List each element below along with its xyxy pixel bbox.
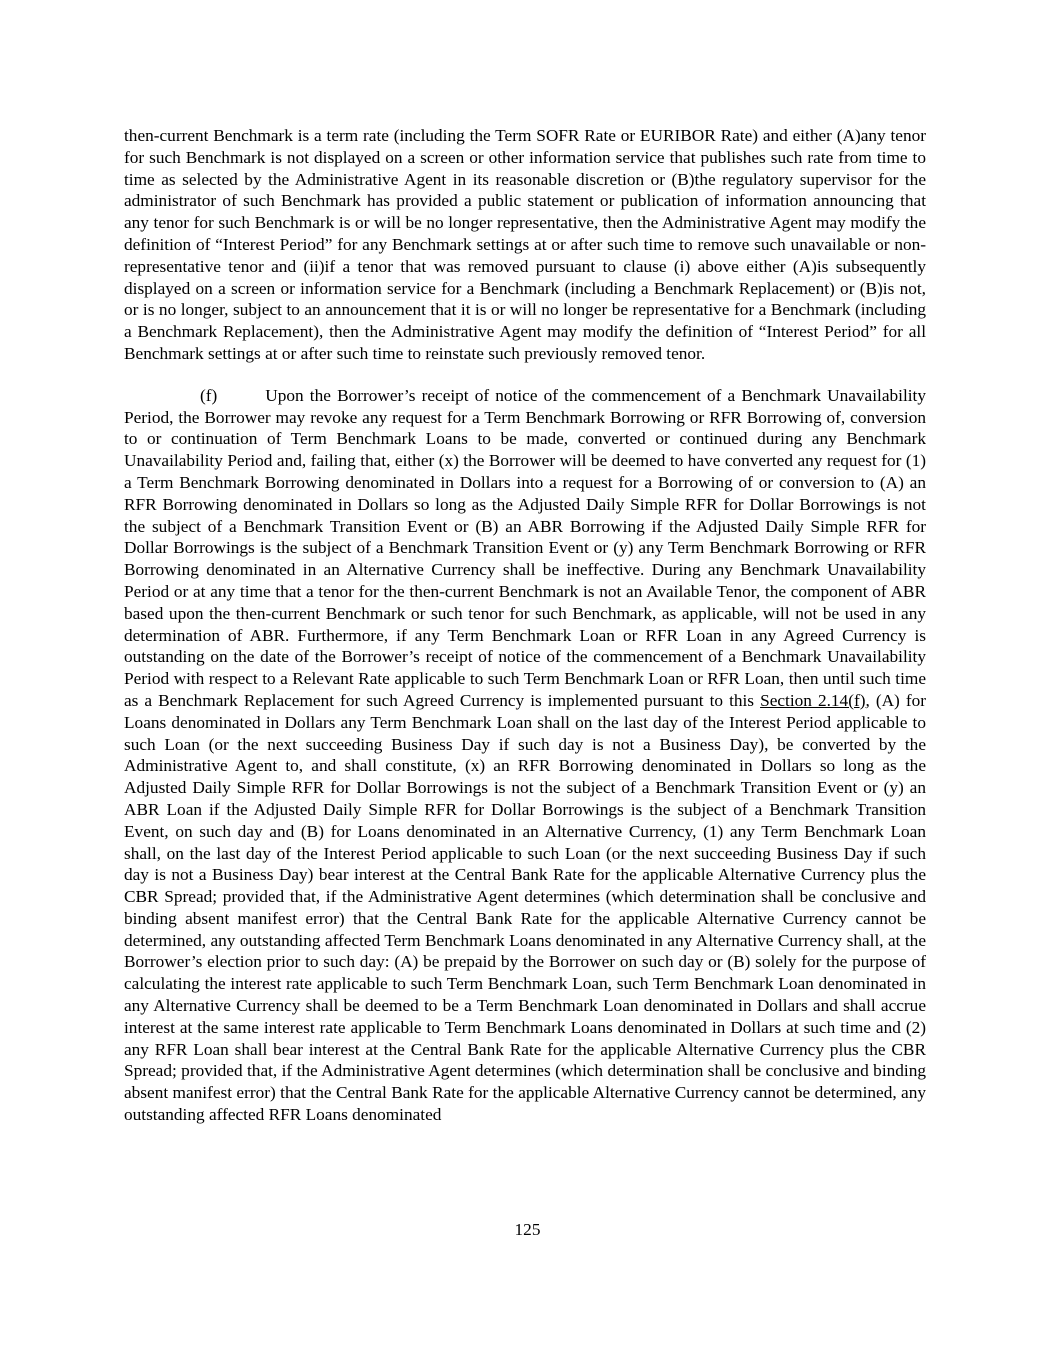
paragraph-text-part-1: Upon the Borrower’s receipt of notice of the commencement of a Benchmark Unavailability Period, the Borrower may revoke any request for a Term Benchmark Borrowing or RFR Borrowing of, conversion to or continuation of Term Benchmark Loans to be made, converted or continued during any Benchmark Unavailability Period and, failing that, either (x) the Borrower will be deemed to have converted any request for (1) a Term Benchmark Borrowing denominated in Dollars into a request for a Borrowing of or conversion to (A) an RFR Borrowing denominated in Dollars so long as the Adjusted Daily Simple RFR for Dollar Borrowings is not the subject of a Benchmark Transition Event or (B) an ABR Borrowing if the Adjusted Daily Simple RFR for Dollar Borrowings is the subject of a Benchmark Transition Event or (y) any Term Benchmark Borrowing or RFR Borrowing denominated in an Alternative Currency shall be ineffective. During any Benchmark Unavailability Period or at any time that a tenor for the then-current Benchmark is not an Available Tenor, the component of ABR based upon the then-current Benchmark or such tenor for such Benchmark, as applicable, will not be used in any determination of ABR. Furthermore, if any Term Benchmark Loan or RFR Loan in any Agreed Currency is outstanding on the date of the Borrower’s receipt of notice of the commencement of a Benchmark Unavailability Period with respect to a Relevant Rate applicable to such Term Benchmark Loan or RFR Loan, then until such time as a Benchmark Replacement for such Agreed Currency is implemented pursuant to this — [124, 385, 926, 710]
paragraph-label: (f) — [200, 385, 218, 405]
paragraph-spacer — [124, 365, 926, 385]
page-number: 125 — [514, 1220, 541, 1239]
document-page — [124, 125, 926, 1126]
paragraph-continuation: then-current Benchmark is a term rate (including the Term SOFR Rate or EURIBOR Rate) and either (A)any tenor for such Benchmark is not displayed on a screen or other information service that publishes such rate from time to time as selected by the Administrative Agent in its reasonable discretion or (B)the regulatory supervisor for the administrator of such Benchmark has provided a public statement or publication of information announcing that any tenor for such Benchmark is or will be no longer representative, then the Administrative Agent may modify the definition of “Interest Period” for any Benchmark settings at or after such time to remove such unavailable or non-representative tenor and (ii)if a tenor that was removed pursuant to clause (i) above either (A)is subsequently displayed on a screen or information service for a Benchmark (including a Benchmark Replacement) or (B)is not, or is no longer, subject to an announcement that it is or will no longer be representative for a Benchmark (including a Benchmark Replacement), then the Administrative Agent may modify the definition of “Interest Period” for all Benchmark settings at or after such time to reinstate such previously removed tenor. — [124, 126, 926, 363]
section-cross-reference: Section 2.14(f) — [760, 690, 866, 710]
paragraph-f — [124, 385, 926, 1126]
paragraph-text-part-2: , (A) for Loans denominated in Dollars any Term Benchmark Loan shall on the last day of the Interest Period applicable to such Loan (or the next succeeding Business Day if such day is not a Business Day), be converted by the Administrative Agent to, and shall constitute, (x) an RFR Borrowing denominated in Dollars so long as the Adjusted Daily Simple RFR for Dollar Borrowings is not the subject of a Benchmark Transition Event or (y) an ABR Loan if the Adjusted Daily Simple RFR for Dollar Borrowings is the subject of a Benchmark Transition Event, on such day and (B) for Loans denominated in an Alternative Currency, (1) any Term Benchmark Loan shall, on the last day of the Interest Period applicable to such Loan (or the next succeeding Business Day if such day is not a Business Day) bear interest at the Central Bank Rate for the applicable Alternative Currency plus the CBR Spread; provided that, if the Administrative Agent determines (which determination shall be conclusive and binding absent manifest error) that the Central Bank Rate for the applicable Alternative Currency cannot be determined, any outstanding affected Term Benchmark Loans denominated in any Alternative Currency shall, at the Borrower’s election prior to such day: (A) be prepaid by the Borrower on such day or (B) solely for the purpose of calculating the interest rate applicable to such Term Benchmark Loan, such Term Benchmark Loan denominated in any Alternative Currency shall be deemed to be a Term Benchmark Loan denominated in Dollars and shall accrue interest at the same interest rate applicable to Term Benchmark Loans denominated in Dollars at such time and (2) any RFR Loan shall bear interest at the Central Bank Rate for the applicable Alternative Currency plus the CBR Spread; provided that, if the Administrative Agent determines (which determination shall be conclusive and binding absent manifest error) that the Central Bank Rate for the applicable Alternative Currency cannot be determined, any outstanding affected RFR Loans denominated — [124, 690, 926, 1125]
